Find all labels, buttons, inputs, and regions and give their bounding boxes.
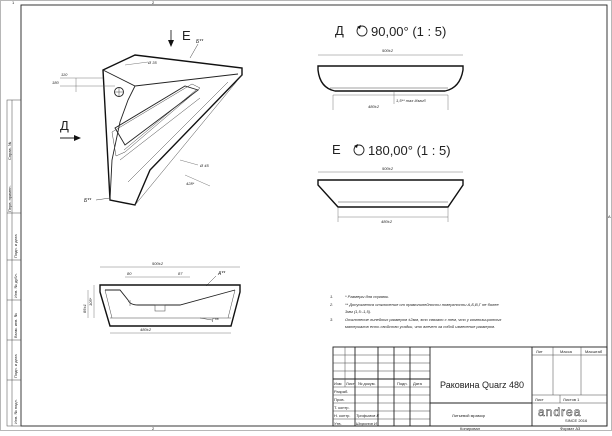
lit-label: Лит bbox=[536, 349, 543, 354]
approver-name: Шоронов И bbox=[356, 421, 377, 426]
dim-d35: Ø 35 bbox=[148, 60, 157, 65]
note-2-text: ** Допускается отклонение от прямолинейности поверхности А,Б,В,Г не более bbox=[345, 302, 499, 307]
side-label-dup: Инв. № дубл. bbox=[13, 273, 18, 298]
view-e2-title-rotation: 180,00° (1 : 5) bbox=[368, 143, 451, 158]
scale-label: Масштаб bbox=[585, 349, 603, 354]
side-label-sign-2: Подп. и дата bbox=[13, 354, 18, 378]
section-dim-80: 80 bbox=[127, 271, 132, 276]
title-block bbox=[333, 347, 607, 426]
notes bbox=[329, 294, 502, 329]
row-label-norm-control: Н. контр. bbox=[334, 413, 351, 418]
developer-name: Трофимов Е bbox=[356, 413, 380, 418]
note-3-text: Отклонение линейных размеров ±2мм, это связано с тем, что у композиционных bbox=[345, 317, 502, 322]
sheets-label: Листов 1 bbox=[563, 397, 580, 402]
dim-110: 110 bbox=[61, 72, 68, 77]
copied-label: Копировал bbox=[460, 426, 481, 431]
view-d-dim-480: 480±2 bbox=[368, 104, 380, 109]
side-label-ref: Справ. № bbox=[7, 141, 12, 160]
note-2-number: 2. bbox=[330, 302, 334, 307]
sheet-label: Лист bbox=[535, 397, 544, 402]
material: Литьевой мрамор bbox=[452, 413, 486, 418]
zone-marker-right: A bbox=[608, 214, 611, 219]
top-view bbox=[52, 28, 242, 205]
zone-marker-top-right: 2 bbox=[152, 0, 155, 5]
dim-d45: Ø 45 bbox=[200, 163, 209, 168]
section-label-a: А** bbox=[218, 271, 226, 277]
side-label-sign-1: Подп. и дата bbox=[13, 234, 18, 258]
side-label-orig: Инв. № подл. bbox=[13, 399, 18, 424]
row-label-tech-control: Т. контр. bbox=[334, 405, 350, 410]
section-dim-87: 87 bbox=[178, 271, 183, 276]
note-1-text: * Размеры для справок. bbox=[345, 294, 390, 299]
view-d-arrow-label: Д bbox=[60, 118, 69, 133]
col-header-change: Изм bbox=[334, 381, 342, 386]
view-d-title-rotation: 90,00° (1 : 5) bbox=[371, 24, 447, 39]
row-label-developer: Разраб. bbox=[334, 389, 349, 394]
side-stamp bbox=[7, 100, 21, 426]
outer-frame bbox=[1, 1, 612, 431]
view-d-bend-note: 1,5** max Изгиб bbox=[396, 98, 426, 103]
section-b-top-label: Б** bbox=[196, 39, 204, 45]
view-e2-dim-500: 500±2 bbox=[382, 166, 394, 171]
view-e2-dim-480: 480±2 bbox=[381, 219, 393, 224]
brand-sub: SINCE 2016 bbox=[565, 418, 588, 423]
inner-frame bbox=[21, 5, 607, 426]
row-label-approver: Утв. bbox=[334, 421, 342, 426]
row-label-checker: Пров. bbox=[334, 397, 345, 402]
view-d-dim-500: 500±2 bbox=[382, 48, 394, 53]
section-dim-500: 500±2 bbox=[152, 261, 164, 266]
section-dim-85: 85±1 bbox=[82, 304, 87, 313]
section-dim-105: 105* bbox=[88, 297, 93, 306]
side-label-first-use: Перв. примен. bbox=[7, 185, 12, 212]
zone-marker-bottom: 2 bbox=[152, 426, 155, 431]
view-d-title-letter: Д bbox=[335, 23, 344, 38]
mass-label: Масса bbox=[560, 349, 572, 354]
col-header-date: Дата bbox=[413, 381, 422, 386]
dim-428: 428* bbox=[186, 181, 195, 186]
col-header-sheet: Лист bbox=[346, 381, 355, 386]
view-d bbox=[318, 23, 463, 110]
section-label-g: Г** bbox=[212, 318, 219, 324]
section-view bbox=[82, 261, 240, 333]
note-1-number: 1. bbox=[330, 294, 334, 299]
zone-marker-top-left: 1 bbox=[12, 0, 15, 5]
note-3-number: 3. bbox=[330, 317, 334, 322]
dim-180: 180 bbox=[52, 80, 59, 85]
col-header-doc: № докум. bbox=[358, 381, 376, 386]
col-header-sign: Подп. bbox=[397, 381, 408, 386]
product-name: Раковина Quarz 480 bbox=[440, 380, 525, 390]
view-d-arrow bbox=[60, 118, 81, 141]
view-e2 bbox=[318, 142, 463, 224]
view-e2-title-letter: Е bbox=[332, 142, 341, 157]
section-dim-480: 480±2 bbox=[140, 327, 152, 332]
view-e-arrow-label: Е bbox=[182, 28, 191, 43]
section-b-bottom-label: Б** bbox=[84, 198, 92, 204]
brand-logo: andrea bbox=[538, 405, 582, 419]
side-label-replace: Взам. инв. № bbox=[13, 313, 18, 338]
format-label: Формат А3 bbox=[560, 426, 581, 431]
note-2-cont: 3мм (1,5:-1,5). bbox=[345, 309, 372, 314]
note-3-cont: материалов есть свойство усадки, что влечет за собой изменение размеров. bbox=[345, 324, 496, 329]
